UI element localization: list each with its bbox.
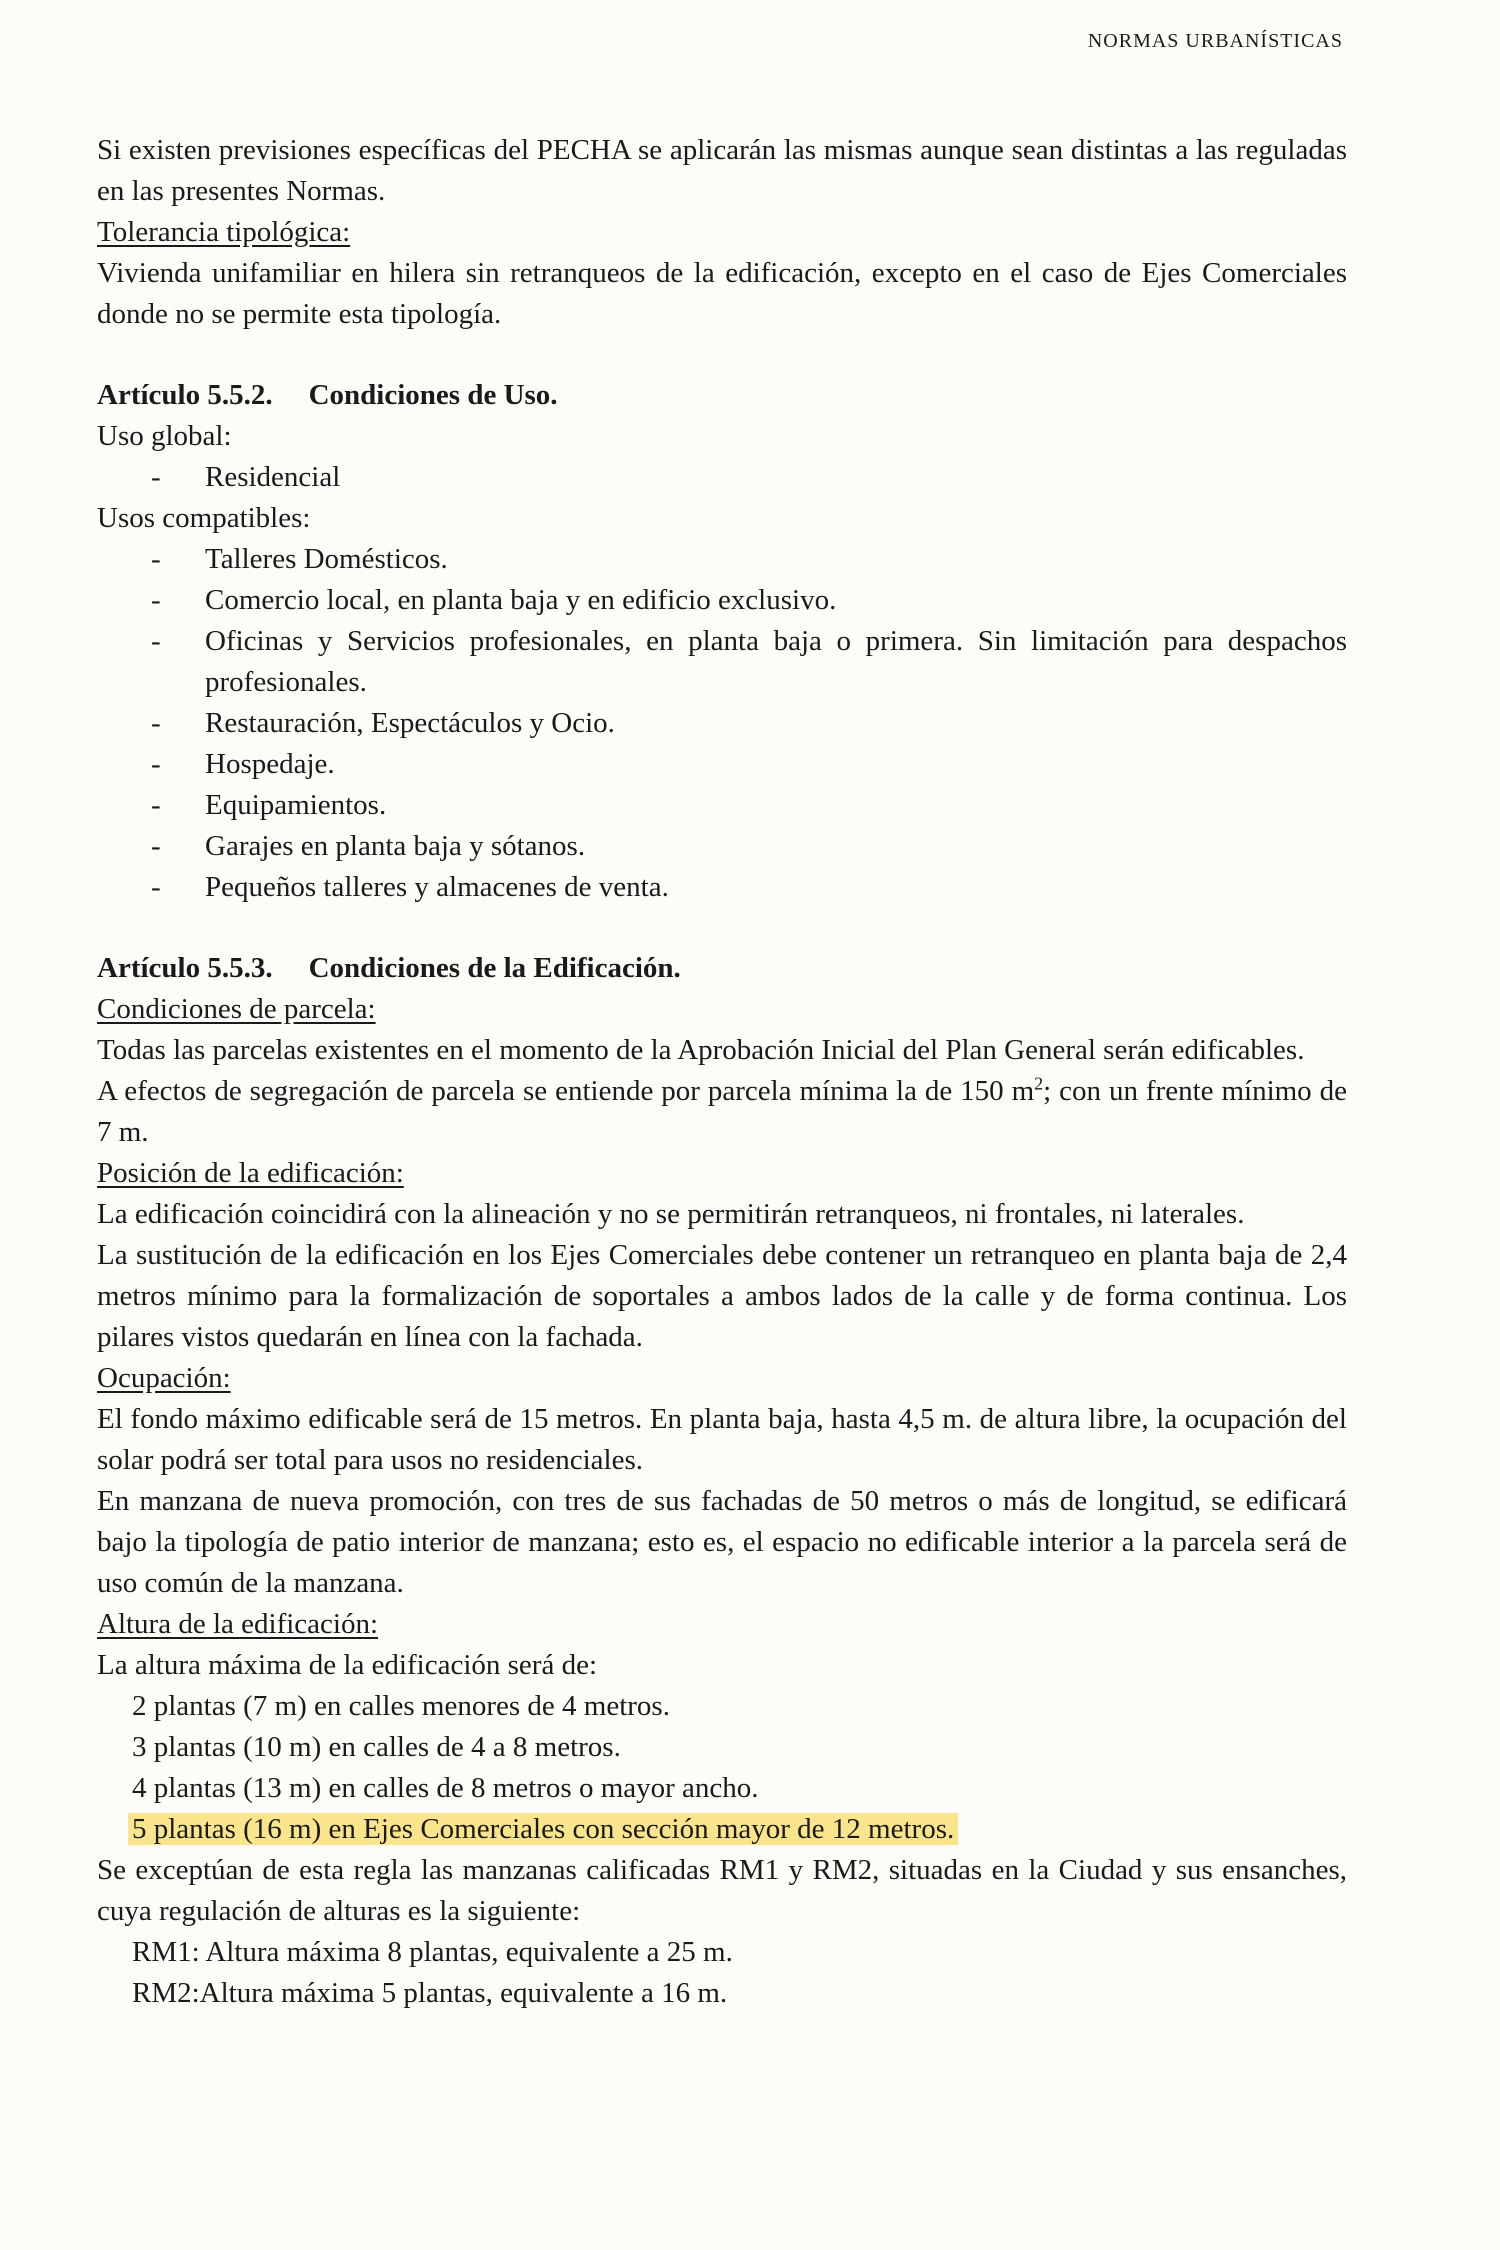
parcela-text-1: Todas las parcelas existentes en el momento de la Aprobación Inicial del Plan General serán edificables. — [97, 1034, 1305, 1066]
list-item: - Hospedaje. — [205, 744, 1347, 785]
article-553-number: Artículo 5.5.3. — [97, 952, 273, 984]
rm-item: RM1: Altura máxima 8 plantas, equivalente a 25 m. — [132, 1936, 733, 1968]
usos-compatibles-label: Usos compatibles: — [97, 502, 311, 534]
altura-label: Altura de la edificación: — [97, 1608, 379, 1640]
tolerancia-text: Vivienda unifamiliar en hilera sin retranqueos de la edificación, excepto en el caso de Ejes Comerciales donde no se permite esta tipología. — [97, 257, 1347, 330]
list-item: - Oficinas y Servicios profesionales, en planta baja o primera. Sin limitación para despachos profesionales. — [205, 621, 1347, 703]
parcela-label: Condiciones de parcela: — [97, 993, 376, 1025]
article-552-heading — [97, 375, 1347, 416]
list-item: - Comercio local, en planta baja y en edificio exclusivo. — [205, 580, 1347, 621]
posicion-text-2: La sustitución de la edificación en los Ejes Comerciales debe contener un retranqueo en planta baja de 2,4 metros mínimo para la formalización de soportales a ambos lados de la calle y de forma continua. Los pilares vistos quedarán en línea con la fachada. — [97, 1239, 1347, 1353]
highlight-mark: 5 plantas (16 m) en Ejes Comerciales con sección mayor de 12 metros. — [128, 1813, 958, 1845]
uso-global-label: Uso global: — [97, 420, 232, 452]
parcela-text-2a: A efectos de segregación de parcela se entiende por parcela mínima la de 150 m — [97, 1075, 1035, 1107]
page-header: NORMAS URBANÍSTICAS — [1087, 30, 1343, 52]
superscript: 2 — [1034, 1073, 1044, 1094]
ocupacion-label: Ocupación: — [97, 1362, 231, 1394]
article-552-number: Artículo 5.5.2. — [97, 379, 273, 411]
usos-compatibles-list — [97, 539, 1347, 908]
altura-item: 4 plantas (13 m) en calles de 8 metros o mayor ancho. — [132, 1772, 759, 1804]
altura-item: 2 plantas (7 m) en calles menores de 4 metros. — [132, 1690, 670, 1722]
parcela-text-2b: ; con un frente mínimo de 7 m. — [97, 1075, 1347, 1148]
article-553-heading — [97, 948, 1347, 989]
tolerancia-label: Tolerancia tipológica: — [97, 216, 351, 248]
intro-paragraph: Si existen previsiones específicas del PECHA se aplicarán las mismas aunque sean distintas a las reguladas en las presentes Normas. — [97, 134, 1347, 207]
uso-global-list — [97, 457, 1347, 498]
rm-item: RM2:Altura máxima 5 plantas, equivalente a 16 m. — [132, 1977, 728, 2009]
document-body — [97, 130, 1347, 2014]
parcela-text-2 — [97, 1071, 1347, 1153]
posicion-label: Posición de la edificación: — [97, 1157, 404, 1189]
altura-item: 3 plantas (10 m) en calles de 4 a 8 metros. — [132, 1731, 621, 1763]
list-item: - Equipamientos. — [205, 785, 1347, 826]
posicion-text-1: La edificación coincidirá con la alineación y no se permitirán retranqueos, ni frontales, ni laterales. — [97, 1198, 1245, 1230]
excepcion-text: Se exceptúan de esta regla las manzanas calificadas RM1 y RM2, situadas en la Ciudad y sus ensanches, cuya regulación de alturas es la siguiente: — [97, 1854, 1347, 1927]
ocupacion-text-1: El fondo máximo edificable será de 15 metros. En planta baja, hasta 4,5 m. de altura libre, la ocupación del solar podrá ser total para usos no residenciales. — [97, 1403, 1347, 1476]
list-item: - Talleres Domésticos. — [205, 539, 1347, 580]
list-item: - Residencial — [205, 457, 1347, 498]
list-item: - Pequeños talleres y almacenes de venta. — [205, 867, 1347, 908]
ocupacion-text-2: En manzana de nueva promoción, con tres de sus fachadas de 50 metros o más de longitud, se edificará bajo la tipología de patio interior de manzana; esto es, el espacio no edificable interior a la parcela será de uso común de la manzana. — [97, 1485, 1347, 1599]
article-553-title: Condiciones de la Edificación. — [308, 952, 681, 984]
list-item: - Restauración, Espectáculos y Ocio. — [205, 703, 1347, 744]
altura-item-highlighted — [97, 1809, 1347, 1850]
altura-intro: La altura máxima de la edificación será de: — [97, 1649, 597, 1681]
list-item: - Garajes en planta baja y sótanos. — [205, 826, 1347, 867]
article-552-title: Condiciones de Uso. — [308, 379, 558, 411]
